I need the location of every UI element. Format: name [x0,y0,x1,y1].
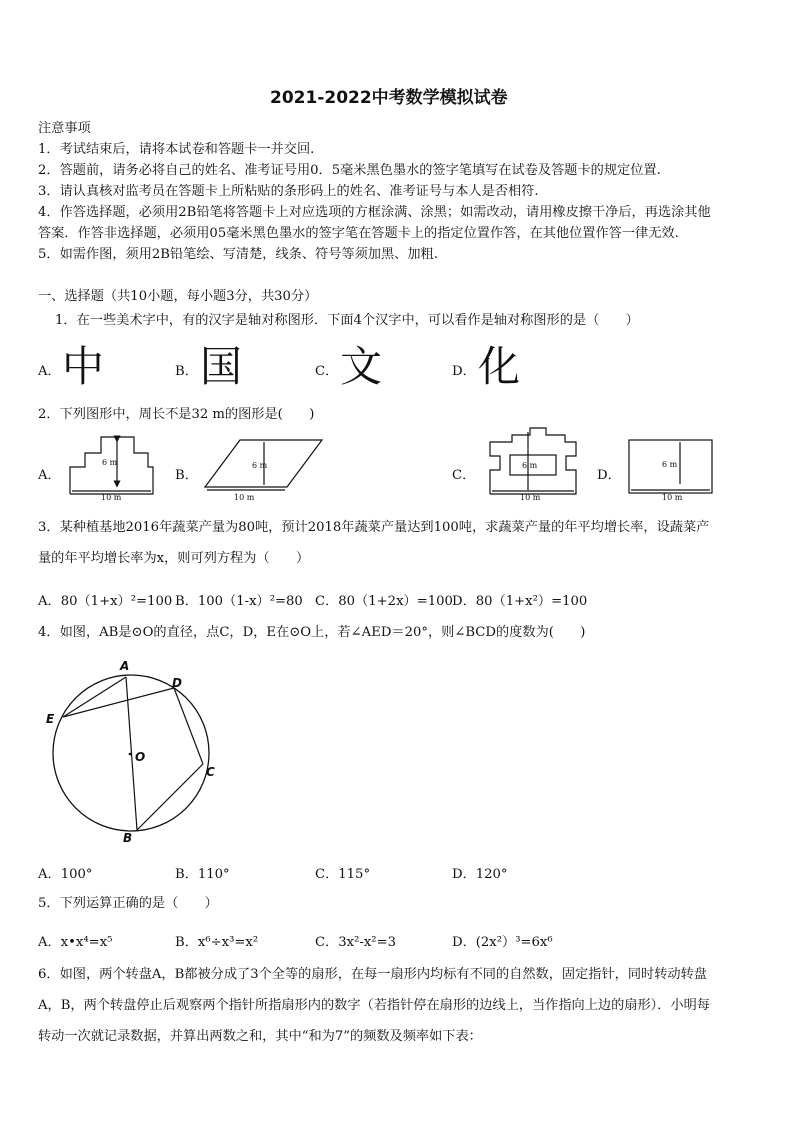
q2-label-b: B． [175,468,198,483]
notice-item-4: 4．作答选择题，必须用2B铅笔将答题卡上对应选项的方框涂满、涂黑；如需改动，请用橡皮擦干净后，再选涂其他 [38,205,711,220]
q1-label-d: D． [452,364,476,379]
point-c-label: C [206,765,215,779]
notice-heading: 注意事项 [38,121,91,136]
q4-option-c: C．115° [315,867,371,882]
notice-item-3: 3．请认真核对监考员在答题卡上所粘贴的条形码上的姓名、准考证号与本人是否相符. [38,184,539,199]
q1-char-a: 中 [62,342,105,391]
q1-stem: 1．在一些美术字中，有的汉字是轴对称图形．下面4个汉字中，可以看作是轴对称图形的是（ ） [55,313,639,328]
q6-line-2: A，B，两个转盘停止后观察两个指针所指扇形内的数字（若指针停在扇形的边线上，当作指向上边的扇形）．小明每 [38,998,710,1013]
q2-label-d: D． [597,468,621,483]
q4-circle-figure [30,650,230,850]
q2-b-width: 10 m [234,493,255,502]
q2-stem: 2．下列图形中，周长不是32 m的图形是( ) [38,407,315,422]
q4-stem: 4．如图，AB是⊙O的直径，点C，D，E在⊙O上，若∠AED＝20°，则∠BCD的度数为( ) [38,625,586,640]
point-e-label: E [46,712,55,726]
q1-label-a: A． [38,364,61,379]
q6-line-1: 6．如图，两个转盘A，B都被分成了3个全等的扇形，在每一扇形内均标有不同的自然数，固定指针，同时转动转盘 [38,967,707,982]
q3-stem-1: 3．某种植基地2016年蔬菜产量为80吨，预计2018年蔬菜产量达到100吨，求蔬菜产量的年平均增长率，设蔬菜产 [38,520,710,535]
q1-label-b: B． [175,364,198,379]
q3-option-a: A．80（1+x）²=100 [38,594,173,609]
q1-char-d: 化 [478,342,521,391]
q6-line-3: 转动一次就记录数据，并算出两数之和，其中“和为7”的频数及频率如下表： [38,1029,482,1044]
q2-label-c: C． [452,468,476,483]
q5-stem: 5．下列运算正确的是（ ） [38,896,218,911]
point-d-label: D [172,676,182,690]
center-dot [129,753,132,756]
point-b-label: B [123,831,133,845]
q1-char-b: 国 [200,342,243,391]
q2-c-height: 6 m [522,461,538,470]
q5-option-c: C．3x²-x²=3 [315,935,397,950]
point-o-label: O [135,750,146,764]
q5-option-b: B．x⁶÷x³=x² [175,935,259,950]
q3-stem-2: 量的年平均增长率为x，则可列方程为（ ） [38,551,310,566]
q5-option-d: D．(2x²）³=6x⁶ [452,935,553,950]
notice-item-2: 2．答题前，请务必将自己的姓名、准考证号用0．5毫米黑色墨水的签字笔填写在试卷及答题卡的规定位置. [38,163,661,178]
notice-item-4-cont: 答案．作答非选择题，必须用05毫米黑色墨水的签字笔在答题卡上的指定位置作答，在其他位置作答一律无效. [38,226,679,241]
section-heading: 一、选择题（共10小题，每小题3分，共30分） [38,289,318,304]
q3-option-c: C．80（1+2x）=100 [315,594,453,609]
notice-item-1: 1．考试结束后，请将本试卷和答题卡一并交回. [38,142,315,157]
q2-label-a: A． [38,468,61,483]
point-a-label: A [120,659,130,673]
q4-option-b: B．110° [175,867,230,882]
q2-d-height: 6 m [662,460,678,469]
q4-option-a: A．100° [38,867,93,882]
page-title: 2021-2022中考数学模拟试卷 [270,88,508,108]
q2-b-height: 6 m [252,461,268,470]
q2-c-width: 10 m [520,493,541,502]
q3-option-b: B．100（1-x）²=80 [175,594,303,609]
chord-ed [63,688,174,717]
q1-char-c: 文 [340,342,383,391]
q2-figures [0,0,794,520]
q3-option-d: D．80（1+x²）=100 [452,594,588,609]
q2-d-width: 10 m [662,493,683,502]
q2-a-height: 6 m [102,458,118,467]
q4-option-d: D．120° [452,867,508,882]
notice-item-5: 5．如需作图，须用2B铅笔绘、写清楚，线条、符号等须加黑、加粗. [38,247,438,262]
chord-ea [63,677,126,717]
q2-a-width: 10 m [101,493,122,502]
q5-option-a: A．x•x⁴=x⁵ [38,935,113,950]
q1-label-c: C． [315,364,339,379]
